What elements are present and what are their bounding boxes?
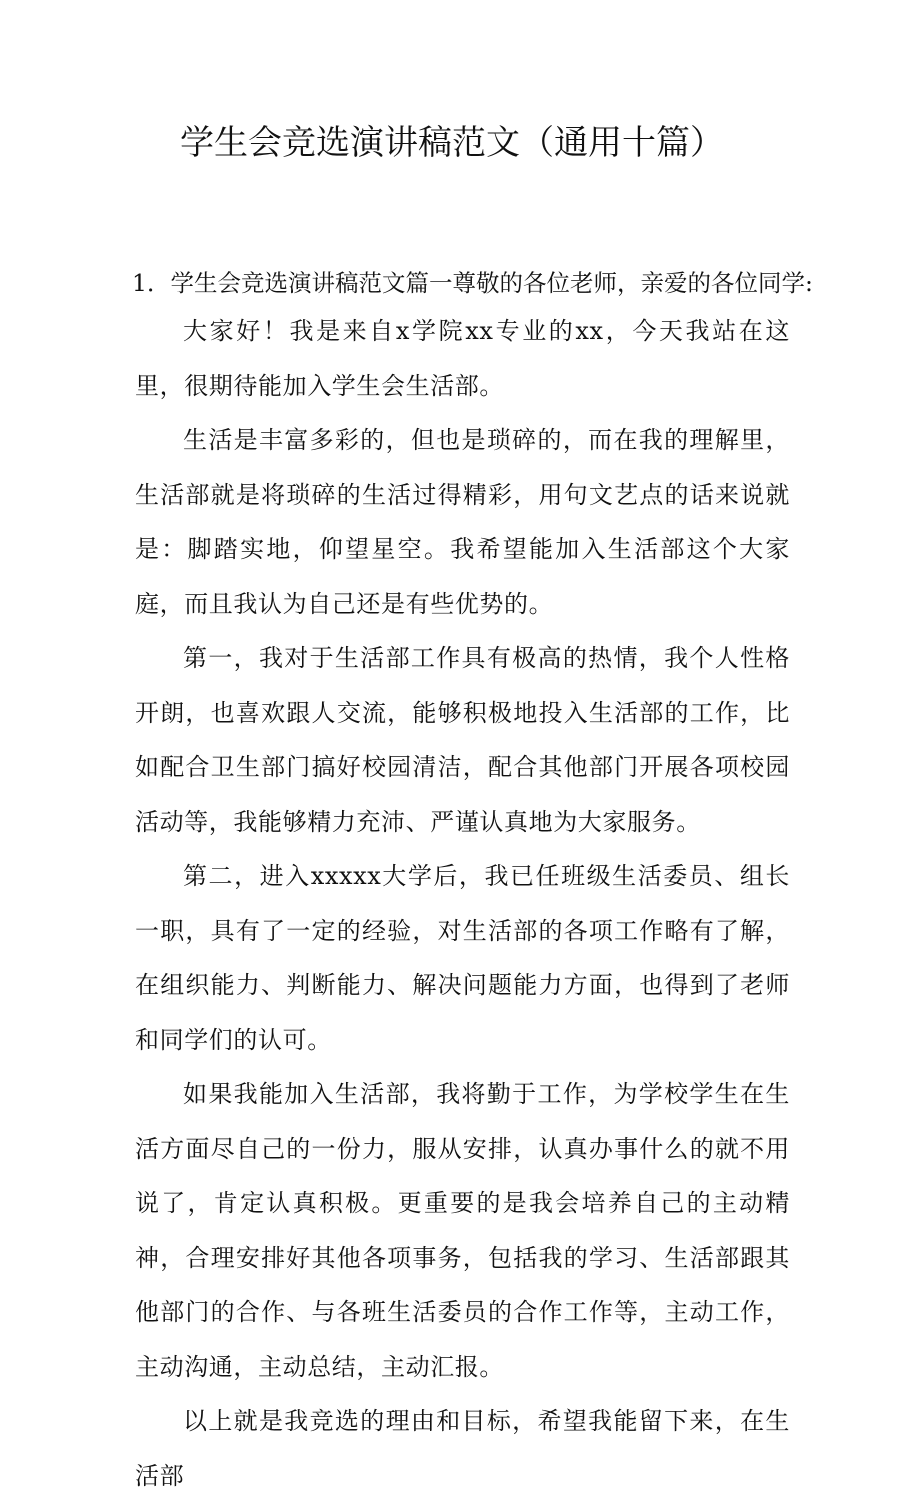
paragraph: 大家好！我是来自x学院xx专业的xx，今天我站在这里，很期待能加入学生会生活部。: [135, 317, 790, 400]
document-title: 学生会竞选演讲稿范文（通用十篇）: [180, 123, 724, 163]
paragraph: 第二，进入xxxxx大学后，我已任班级生活委员、组长一职，具有了一定的经验，对生活部的各项工作略有了解，在组织能力、判断能力、解决问题能力方面，也得到了老师和同学们的认可。: [135, 862, 790, 1054]
section-heading: 1．学生会竞选演讲稿范文篇一尊敬的各位老师，亲爱的各位同学:: [132, 269, 813, 297]
document-body: [135, 304, 790, 1503]
paragraph: 第一，我对于生活部工作具有极高的热情，我个人性格开朗，也喜欢跟人交流，能够积极地投入生活部的工作，比如配合卫生部门搞好校园清洁，配合其他部门开展各项校园活动等，我能够精力充沛、严谨认真地为大家服务。: [135, 644, 790, 836]
paragraph: 生活是丰富多彩的，但也是琐碎的，而在我的理解里，生活部就是将琐碎的生活过得精彩，用句文艺点的话来说就是：脚踏实地，仰望星空。我希望能加入生活部这个大家庭，而且我认为自己还是有些优势的。: [135, 426, 790, 618]
paragraph: 以上就是我竞选的理由和目标，希望我能留下来，在生活部: [135, 1407, 790, 1490]
paragraph: 如果我能加入生活部，我将勤于工作，为学校学生在生活方面尽自己的一份力，服从安排，认真办事什么的就不用说了，肯定认真积极。更重要的是我会培养自己的主动精神，合理安排好其他各项事务，包括我的学习、生活部跟其他部门的合作、与各班生活委员的合作工作等，主动工作，主动沟通，主动总结，主动汇报。: [135, 1080, 790, 1381]
